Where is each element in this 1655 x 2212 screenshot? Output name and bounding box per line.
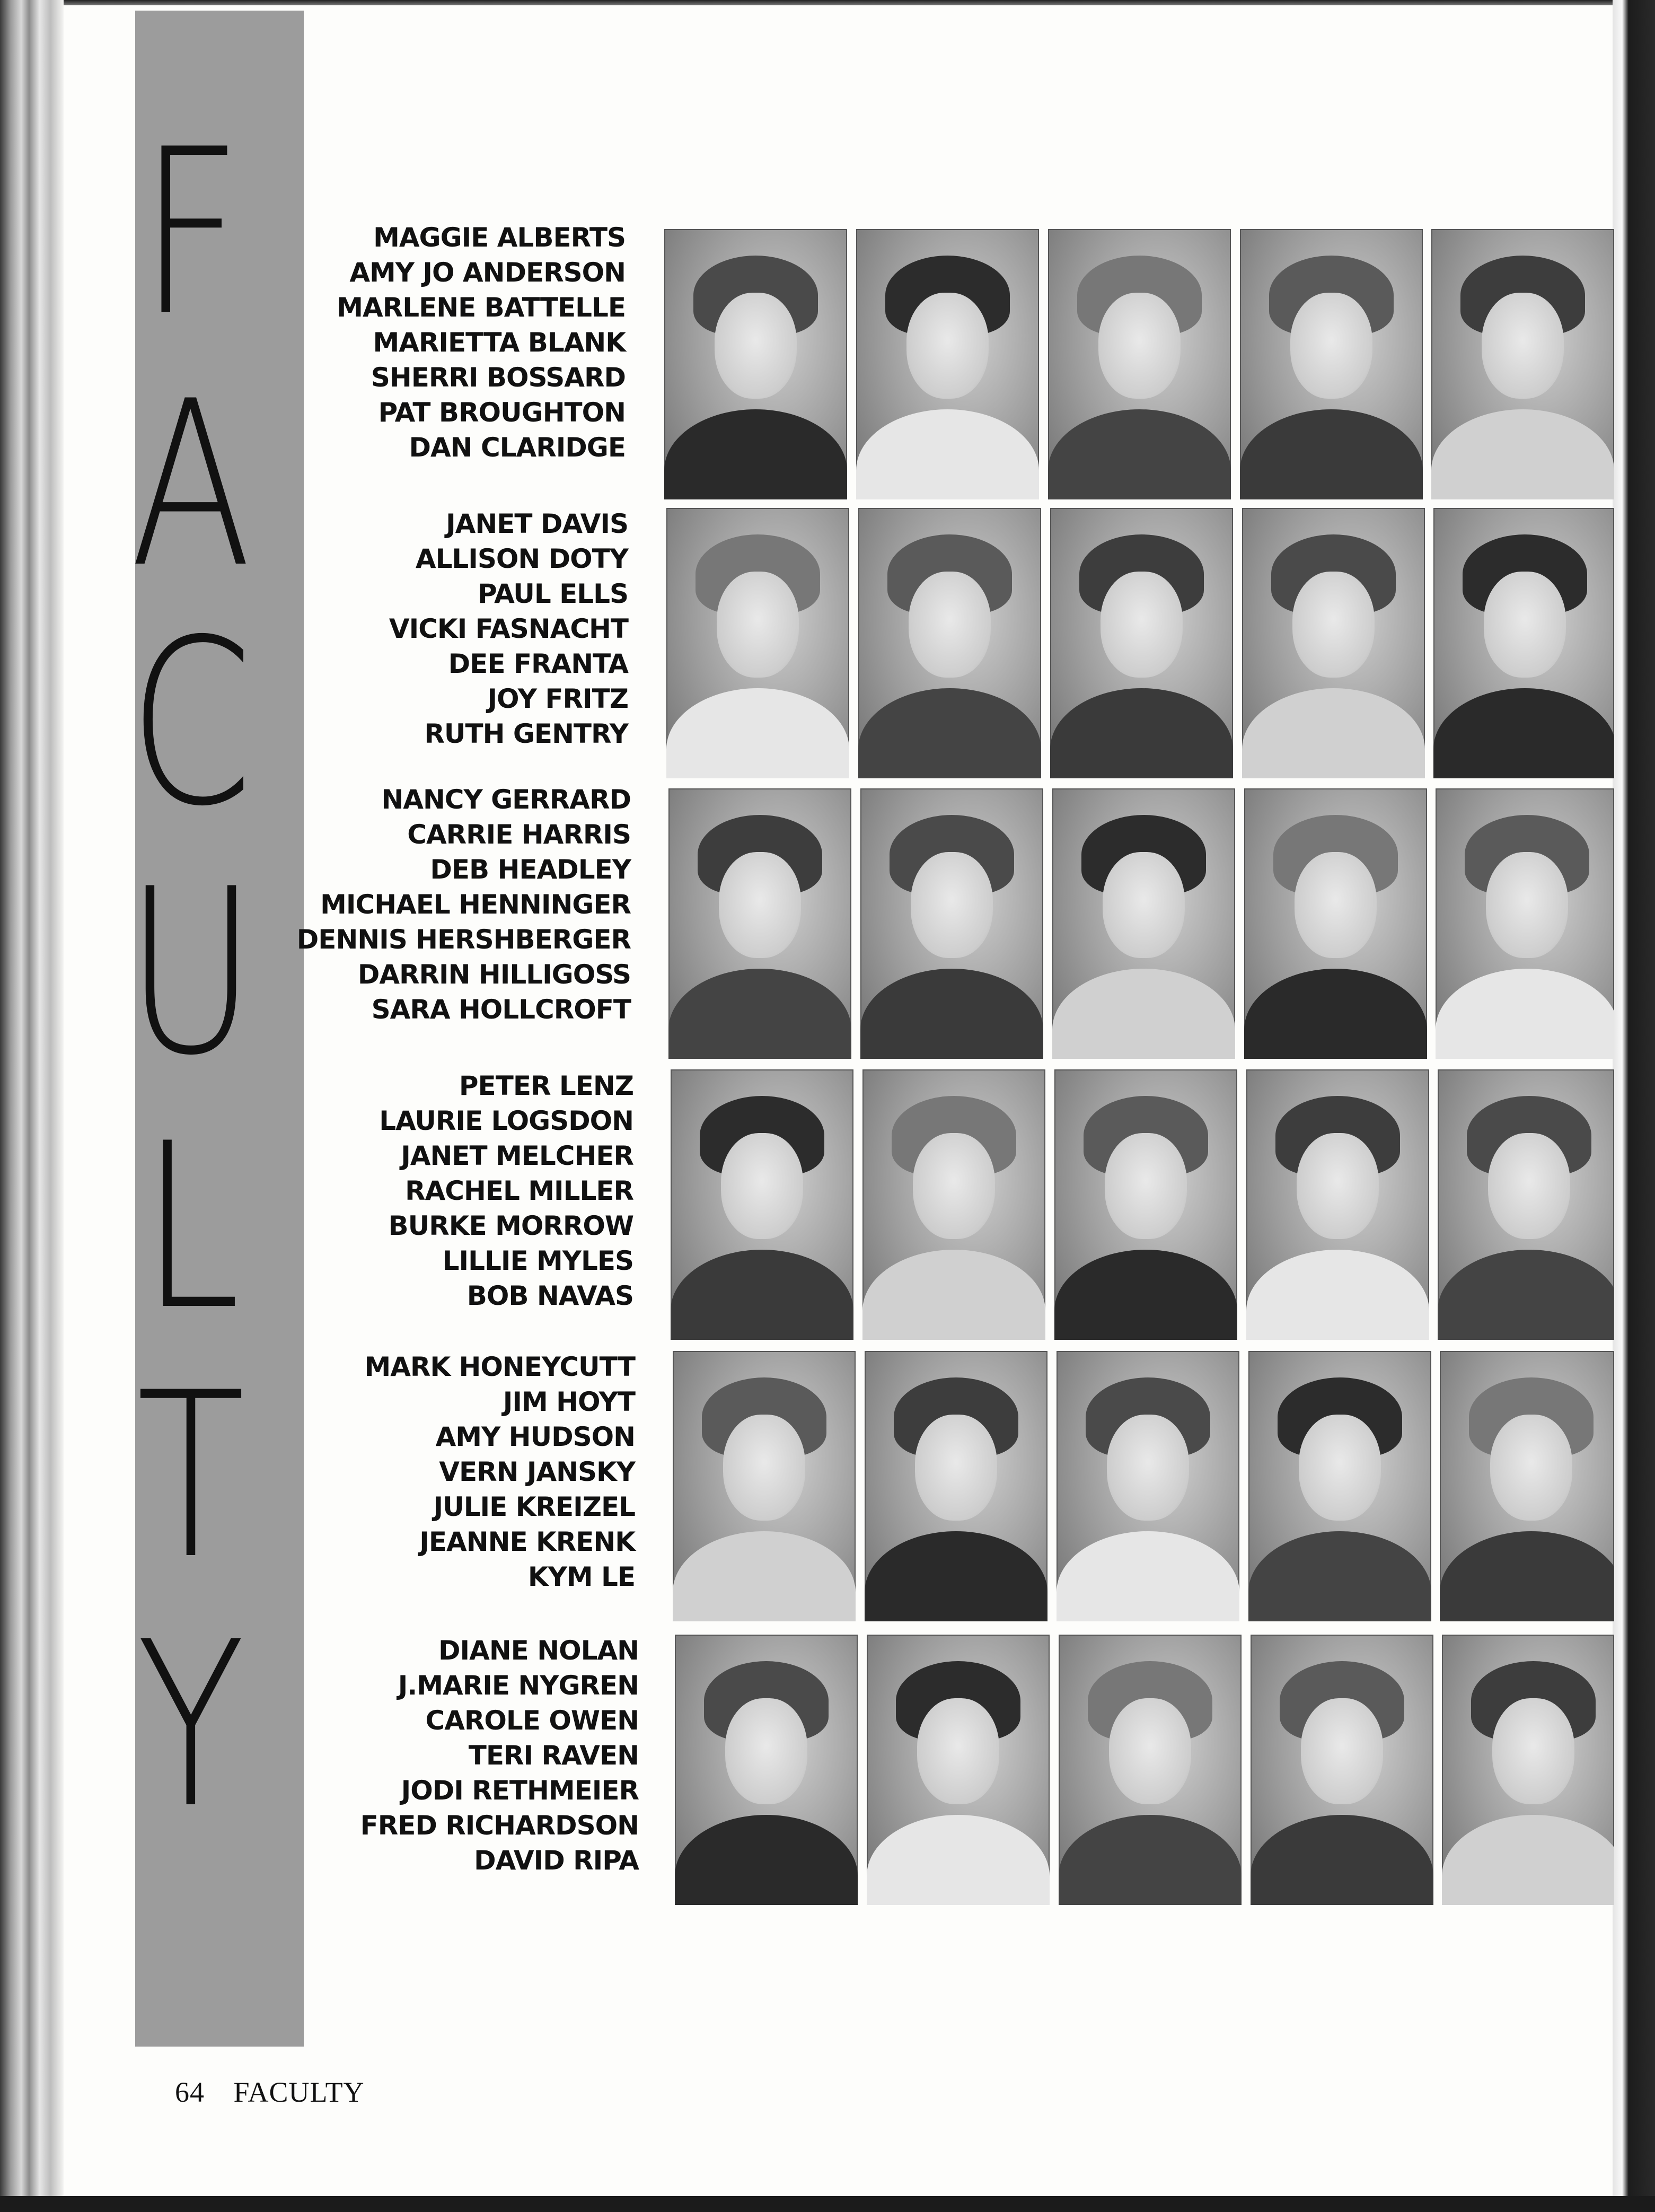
faculty-name: SHERRI BOSSARD xyxy=(371,362,626,393)
name-list xyxy=(257,1633,639,1878)
faculty-portrait xyxy=(1248,1351,1431,1621)
faculty-portrait xyxy=(671,1069,853,1340)
faculty-portrait xyxy=(673,1351,856,1621)
faculty-portrait xyxy=(1431,229,1614,499)
faculty-portrait xyxy=(1059,1635,1242,1905)
faculty-portrait xyxy=(1057,1351,1239,1621)
faculty-name: PAT BROUGHTON xyxy=(378,397,626,428)
title-letter: T xyxy=(136,1344,245,1609)
faculty-portrait xyxy=(1442,1635,1614,1905)
page-binding xyxy=(0,0,64,2212)
title-letter: A xyxy=(130,353,252,618)
faculty-name: KYM LE xyxy=(527,1561,635,1592)
faculty-name: CAROLE OWEN xyxy=(425,1705,639,1736)
faculty-portrait xyxy=(664,229,847,499)
faculty-portrait xyxy=(1048,229,1231,499)
faculty-portrait xyxy=(867,1635,1050,1905)
faculty-name: NANCY GERRARD xyxy=(381,784,631,815)
faculty-name: RUTH GENTRY xyxy=(424,718,628,749)
faculty-name: JODI RETHMEIER xyxy=(401,1775,639,1806)
faculty-name: LAURIE LOGSDON xyxy=(379,1105,633,1136)
faculty-name: DEB HEADLEY xyxy=(430,854,631,885)
faculty-name: DIANE NOLAN xyxy=(438,1635,639,1666)
name-list xyxy=(249,782,631,1027)
faculty-portrait xyxy=(1438,1069,1614,1340)
faculty-portrait xyxy=(1440,1351,1614,1621)
faculty-name: JULIE KREIZEL xyxy=(433,1491,635,1522)
faculty-name: FRED RICHARDSON xyxy=(360,1810,639,1841)
name-list xyxy=(252,1068,633,1313)
faculty-name: JEANNE KRENK xyxy=(419,1526,635,1557)
faculty-portrait xyxy=(1251,1635,1433,1905)
faculty-name: VERN JANSKY xyxy=(439,1456,635,1487)
faculty-name: MARK HONEYCUTT xyxy=(364,1351,635,1382)
title-letter: C xyxy=(128,591,253,856)
faculty-name: AMY HUDSON xyxy=(435,1421,635,1452)
faculty-name: ALLISON DOTY xyxy=(415,543,628,574)
section-name: FACULTY xyxy=(233,2076,365,2108)
faculty-name: SARA HOLLCROFT xyxy=(371,994,631,1025)
faculty-name: MARIETTA BLANK xyxy=(373,327,626,358)
name-list xyxy=(247,506,628,751)
faculty-name: MARLENE BATTELLE xyxy=(337,292,626,323)
facing-page-edge xyxy=(1613,0,1655,2212)
faculty-portrait xyxy=(862,1069,1045,1340)
faculty-name: JANET DAVIS xyxy=(446,508,628,539)
faculty-name: MAGGIE ALBERTS xyxy=(373,222,626,253)
faculty-name: PETER LENZ xyxy=(459,1070,633,1101)
faculty-portrait xyxy=(1246,1069,1429,1340)
title-letter: L xyxy=(141,1095,241,1360)
title-letter: F xyxy=(139,101,242,366)
faculty-portrait xyxy=(1433,508,1614,778)
page-top-edge xyxy=(0,0,1655,5)
faculty-name: DENNIS HERSHBERGER xyxy=(296,924,631,955)
faculty-portrait xyxy=(675,1635,858,1905)
faculty-name: BOB NAVAS xyxy=(466,1280,633,1311)
faculty-portrait xyxy=(865,1351,1047,1621)
faculty-name: MICHAEL HENNINGER xyxy=(320,889,631,920)
faculty-portrait xyxy=(860,788,1043,1059)
faculty-portrait xyxy=(1244,788,1427,1059)
faculty-portrait xyxy=(1242,508,1425,778)
name-list xyxy=(253,1349,635,1594)
title-letter: U xyxy=(126,840,256,1105)
faculty-portrait xyxy=(856,229,1039,499)
faculty-name: AMY JO ANDERSON xyxy=(349,257,626,288)
faculty-portrait xyxy=(666,508,849,778)
faculty-name: LILLIE MYLES xyxy=(442,1245,633,1276)
faculty-portrait xyxy=(668,788,851,1059)
faculty-portrait xyxy=(858,508,1041,778)
faculty-portrait xyxy=(1054,1069,1237,1340)
name-list xyxy=(244,220,626,465)
faculty-portrait xyxy=(1436,788,1614,1059)
faculty-name: DAN CLARIDGE xyxy=(409,432,626,463)
faculty-name: DAVID RIPA xyxy=(474,1845,639,1876)
page-number: 64 xyxy=(175,2076,205,2108)
page-bottom-edge xyxy=(0,2196,1655,2212)
faculty-name: JANET MELCHER xyxy=(401,1140,633,1171)
faculty-name: BURKE MORROW xyxy=(388,1210,633,1241)
faculty-name: TERI RAVEN xyxy=(468,1740,639,1771)
faculty-name: JOY FRITZ xyxy=(487,683,628,714)
faculty-name: DEE FRANTA xyxy=(448,648,628,679)
faculty-name: VICKI FASNACHT xyxy=(389,613,628,644)
faculty-portrait xyxy=(1050,508,1233,778)
faculty-name: PAUL ELLS xyxy=(478,578,628,609)
faculty-name: CARRIE HARRIS xyxy=(407,819,631,850)
faculty-name: RACHEL MILLER xyxy=(405,1175,633,1206)
title-letter: Y xyxy=(136,1593,245,1858)
faculty-name: DARRIN HILLIGOSS xyxy=(357,959,631,990)
faculty-portrait xyxy=(1052,788,1235,1059)
faculty-name: J.MARIE NYGREN xyxy=(398,1670,639,1701)
faculty-name: JIM HOYT xyxy=(503,1386,635,1417)
faculty-portrait xyxy=(1240,229,1423,499)
page-footer xyxy=(175,2076,365,2109)
